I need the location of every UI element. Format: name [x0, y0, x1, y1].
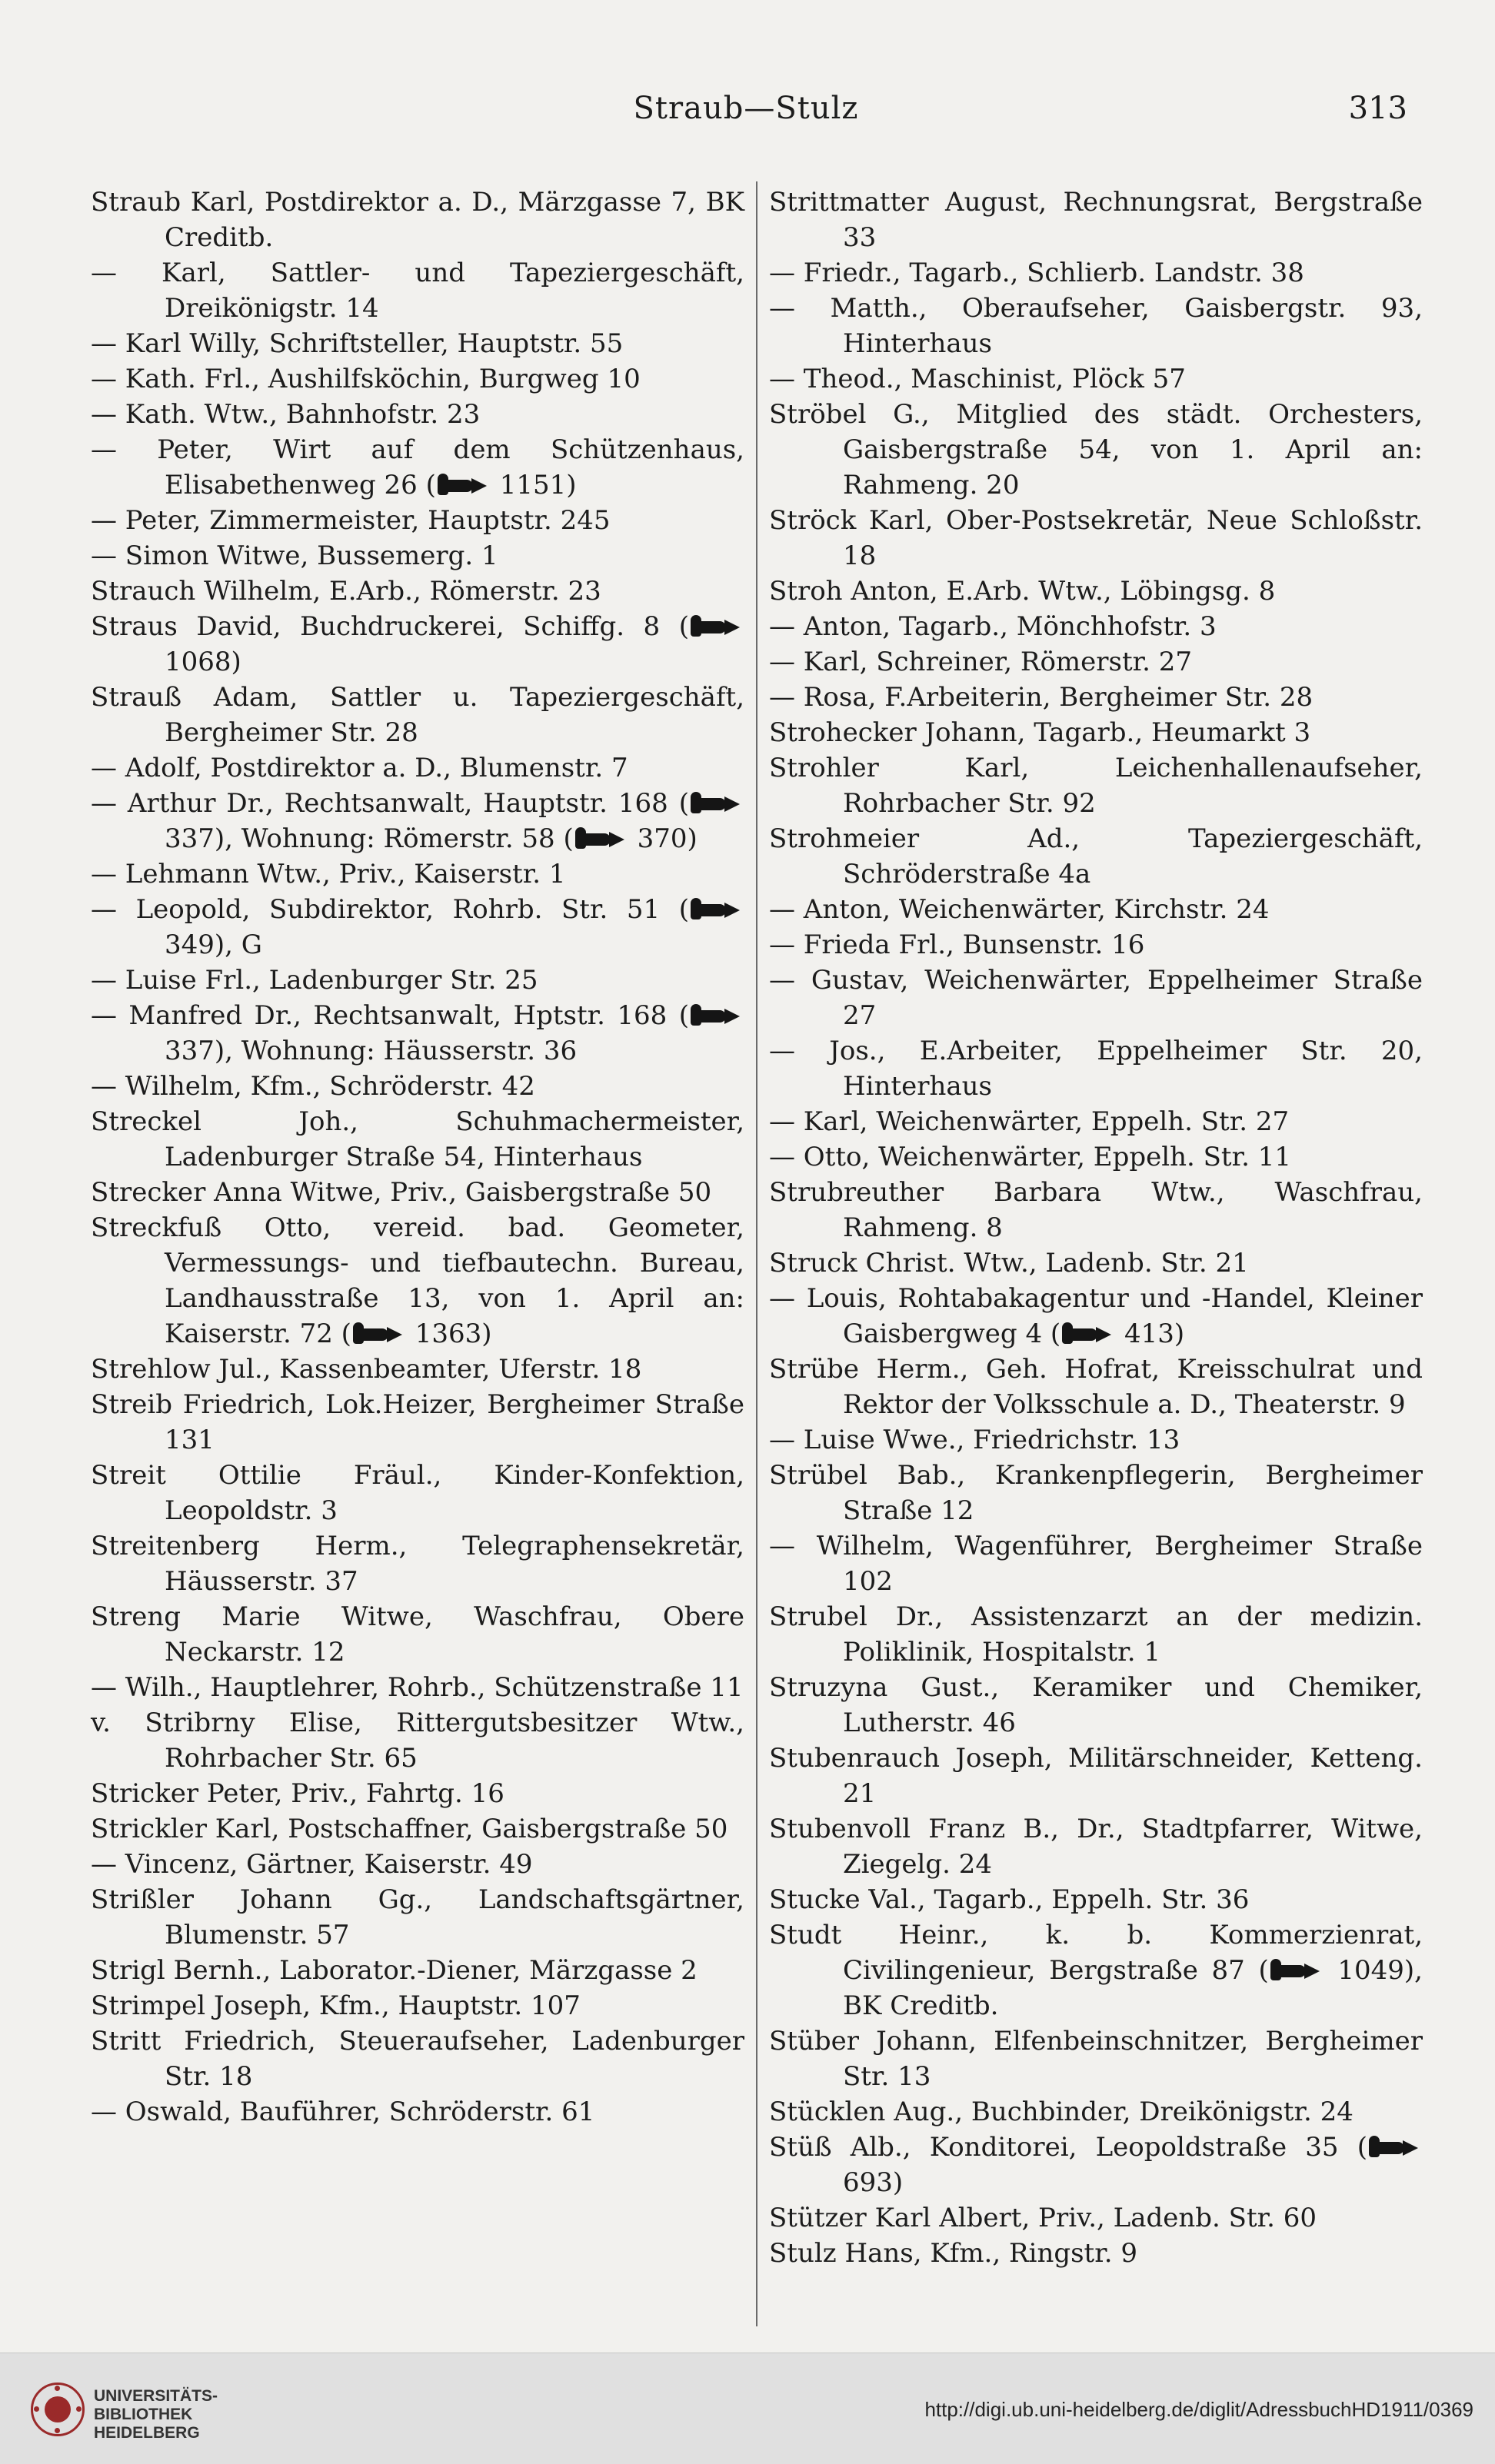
directory-entry	[769, 361, 1423, 397]
entry-text-part: — Kath. Frl., Aushilfsköchin, Burgweg 10	[91, 364, 641, 394]
directory-entry	[91, 1210, 744, 1352]
directory-entry	[769, 1104, 1423, 1139]
university-seal-icon[interactable]	[31, 2383, 85, 2436]
directory-entry	[91, 1458, 744, 1528]
entry-text-part: Strauch Wilhelm, E.Arb., Römerstr. 23	[91, 576, 601, 607]
library-name-line: HEIDELBERG	[94, 2424, 200, 2442]
entry-text-part: Stubenvoll Franz B., Dr., Stadtpfarrer, Witwe, Ziegelg. 24	[769, 1814, 1423, 1880]
directory-entry	[769, 715, 1423, 750]
directory-entry	[769, 2094, 1423, 2130]
entry-text-part: 1151)	[491, 470, 577, 500]
directory-entry	[769, 1917, 1423, 2023]
library-name-line: UNIVERSITÄTS-	[94, 2387, 218, 2405]
entry-text-part: — Jos., E.Arbeiter, Eppelheimer Str. 20, Hinterhaus	[769, 1036, 1423, 1102]
right-column	[769, 185, 1423, 2271]
directory-entry	[91, 1847, 744, 1882]
directory-entry	[91, 361, 744, 397]
viewer-footer	[0, 2353, 1495, 2464]
entry-text-part: — Peter, Zimmermeister, Hauptstr. 245	[91, 505, 611, 536]
telephone-icon	[691, 618, 741, 637]
entry-text-part: — Luise Wwe., Friedrichstr. 13	[769, 1425, 1180, 1455]
directory-entry	[91, 1705, 744, 1776]
entry-text-part: 1068)	[165, 647, 241, 677]
directory-entry	[769, 1458, 1423, 1528]
directory-entry	[769, 255, 1423, 291]
directory-entry	[769, 821, 1423, 892]
directory-entry	[91, 1387, 744, 1458]
entry-text-part: Strauß Adam, Sattler u. Tapeziergeschäft, Bergheimer Str. 28	[91, 682, 744, 748]
entry-text-part: — Arthur Dr., Rechtsanwalt, Hauptstr. 168 (	[91, 788, 689, 819]
directory-entry	[769, 750, 1423, 821]
telephone-icon	[1062, 1325, 1113, 1344]
entry-text-part: — Vincenz, Gärtner, Kaiserstr. 49	[91, 1849, 533, 1880]
entry-text-part: — Wilhelm, Kfm., Schröderstr. 42	[91, 1071, 535, 1102]
entry-text-part: — Karl Willy, Schriftsteller, Hauptstr. 55	[91, 328, 624, 359]
page-number: 313	[1348, 91, 1407, 126]
entry-text-part: Strigl Bernh., Laborator.-Diener, Märzgasse 2	[91, 1955, 698, 1986]
entry-text-part: — Karl, Weichenwärter, Eppelh. Str. 27	[769, 1106, 1290, 1137]
entry-text-part: — Friedr., Tagarb., Schlierb. Landstr. 38	[769, 258, 1304, 288]
directory-entry	[91, 1069, 744, 1104]
directory-entry	[769, 927, 1423, 963]
directory-entry	[769, 1670, 1423, 1741]
entry-text-part: Stroh Anton, E.Arb. Wtw., Löbingsg. 8	[769, 576, 1276, 607]
entry-text-part: Stubenrauch Joseph, Militärschneider, Ketteng. 21	[769, 1743, 1423, 1809]
entry-text-part: 1049), BK Creditb.	[843, 1955, 1423, 2021]
entry-text-part: 337), Wohnung: Römerstr. 58 (	[165, 823, 574, 854]
directory-entry	[91, 432, 744, 503]
entry-text-part: Stucke Val., Tagarb., Eppelh. Str. 36	[769, 1884, 1250, 1915]
directory-entry	[91, 255, 744, 326]
directory-entry	[769, 1528, 1423, 1599]
directory-entry	[769, 1741, 1423, 1811]
permalink-url[interactable]: http://digi.ub.uni-heidelberg.de/diglit/AdressbuchHD1911/0369	[924, 2398, 1473, 2421]
directory-entry	[91, 538, 744, 574]
entry-text-part: Streckel Joh., Schuhmachermeister, Ladenburger Straße 54, Hinterhaus	[91, 1106, 744, 1172]
entry-text-part: 1363)	[406, 1318, 492, 1349]
entry-text-part: — Louis, Rohtabakagentur und -Handel, Kleiner Gaisbergweg 4 (	[769, 1283, 1423, 1349]
entry-text-part: — Matth., Oberaufseher, Gaisbergstr. 93, Hinterhaus	[769, 293, 1423, 359]
telephone-icon	[353, 1325, 404, 1344]
directory-entry	[769, 1599, 1423, 1670]
entry-text-part: — Kath. Wtw., Bahnhofstr. 23	[91, 399, 481, 430]
directory-entry	[769, 2236, 1423, 2271]
entry-text-part: — Gustav, Weichenwärter, Eppelheimer Straße 27	[769, 965, 1423, 1031]
entry-text-part: Stücklen Aug., Buchbinder, Dreikönigstr. 24	[769, 2097, 1353, 2127]
directory-entry	[91, 397, 744, 432]
entry-text-part: Struzyna Gust., Keramiker und Chemiker, Lutherstr. 46	[769, 1672, 1423, 1738]
directory-entry	[769, 1245, 1423, 1281]
directory-entry	[769, 892, 1423, 927]
directory-entry	[769, 680, 1423, 715]
directory-entry	[91, 574, 744, 609]
telephone-icon	[1270, 1962, 1321, 1980]
telephone-icon	[691, 795, 741, 813]
directory-entry	[91, 185, 744, 255]
entry-text-part: Straub Karl, Postdirektor a. D., Märzgasse 7, BK Creditb.	[91, 187, 744, 253]
directory-entry	[769, 2200, 1423, 2236]
directory-entry	[91, 326, 744, 361]
directory-entry	[91, 1776, 744, 1811]
entry-text-part: Studt Heinr., k. b. Kommerzienrat, Civilingenieur, Bergstraße 87 (	[769, 1920, 1423, 1986]
entry-text-part: — Anton, Tagarb., Mönchhofstr. 3	[769, 611, 1217, 642]
directory-entry	[769, 1033, 1423, 1104]
entry-text-part: — Luise Frl., Ladenburger Str. 25	[91, 965, 538, 996]
entry-text-part: Strübe Herm., Geh. Hofrat, Kreisschulrat und Rektor der Volksschule a. D., Theaterstr. 9	[769, 1354, 1423, 1420]
directory-entry	[91, 1599, 744, 1670]
entry-text-part: Stulz Hans, Kfm., Ringstr. 9	[769, 2238, 1137, 2269]
directory-entry	[91, 1882, 744, 1953]
entry-text-part: 693)	[843, 2167, 904, 2198]
entry-text-part: Strimpel Joseph, Kfm., Hauptstr. 107	[91, 1990, 581, 2021]
directory-entry	[769, 644, 1423, 680]
directory-entry	[769, 1352, 1423, 1422]
directory-entry	[91, 1352, 744, 1387]
directory-entry	[91, 1953, 744, 1988]
directory-entry	[91, 503, 744, 538]
telephone-icon	[691, 1007, 741, 1026]
entry-text-part: — Adolf, Postdirektor a. D., Blumenstr. 7	[91, 753, 628, 783]
directory-entry	[91, 1988, 744, 2023]
entry-text-part: Strubreuther Barbara Wtw., Waschfrau, Rahmeng. 8	[769, 1177, 1423, 1243]
entry-text-part: 370)	[628, 823, 698, 854]
entry-text-part: — Otto, Weichenwärter, Eppelh. Str. 11	[769, 1142, 1291, 1172]
directory-entry	[91, 856, 744, 892]
telephone-icon	[691, 901, 741, 919]
entry-text-part: — Theod., Maschinist, Plöck 57	[769, 364, 1186, 394]
entry-text-part: — Wilh., Hauptlehrer, Rohrb., Schützenstraße 11	[91, 1672, 744, 1703]
directory-entry	[91, 786, 744, 856]
entry-text-part: Streib Friedrich, Lok.Heizer, Bergheimer Straße 131	[91, 1389, 744, 1455]
entry-text-part: Stricker Peter, Priv., Fahrtg. 16	[91, 1778, 504, 1809]
entry-text-part: — Wilhelm, Wagenführer, Bergheimer Straße 102	[769, 1531, 1423, 1597]
entry-text-part: Stützer Karl Albert, Priv., Ladenb. Str. 60	[769, 2203, 1317, 2233]
directory-entry	[769, 609, 1423, 644]
entry-text-part: v. Stribrny Elise, Rittergutsbesitzer Wtw., Rohrbacher Str. 65	[91, 1708, 744, 1774]
entry-text-part: Streit Ottilie Fräul., Kinder-Konfektion, Leopoldstr. 3	[91, 1460, 744, 1526]
directory-entry	[91, 1670, 744, 1705]
entry-text-part: 349), G	[165, 929, 262, 960]
directory-entry	[91, 2094, 744, 2130]
directory-entry	[91, 963, 744, 998]
entry-text-part: — Manfred Dr., Rechtsanwalt, Hptstr. 168 (	[91, 1000, 689, 1031]
directory-entry	[769, 397, 1423, 503]
entry-text-part: Ströbel G., Mitglied des städt. Orchesters, Gaisbergstraße 54, von 1. April an: Rahmeng. 20	[769, 399, 1423, 500]
entry-text-part: Streng Marie Witwe, Waschfrau, Obere Neckarstr. 12	[91, 1601, 744, 1668]
directory-entry	[91, 1528, 744, 1599]
directory-entry	[91, 680, 744, 750]
entry-text-part: Strohmeier Ad., Tapeziergeschäft, Schröderstraße 4a	[769, 823, 1423, 890]
entry-text-part: Streitenberg Herm., Telegraphensekretär, Häusserstr. 37	[91, 1531, 744, 1597]
directory-entry	[769, 2130, 1423, 2200]
entry-text-part: — Leopold, Subdirektor, Rohrb. Str. 51 (	[91, 894, 689, 925]
entry-text-part: 337), Wohnung: Häusserstr. 36	[165, 1036, 578, 1066]
entry-text-part: Strübel Bab., Krankenpflegerin, Bergheimer Straße 12	[769, 1460, 1423, 1526]
entry-text-part: 413)	[1116, 1318, 1185, 1349]
entry-text-part: Strittmatter August, Rechnungsrat, Bergstraße 33	[769, 187, 1423, 253]
entry-text-part: Straus David, Buchdruckerei, Schiffg. 8 (	[91, 611, 689, 642]
entry-text-part: — Peter, Wirt auf dem Schützenhaus, Elisabethenweg 26 (	[91, 434, 744, 500]
entry-text-part: Ströck Karl, Ober-Postsekretär, Neue Schloßstr. 18	[769, 505, 1423, 571]
telephone-icon	[575, 830, 626, 849]
directory-entry	[769, 1422, 1423, 1458]
entry-text-part: — Anton, Weichenwärter, Kirchstr. 24	[769, 894, 1270, 925]
directory-entry	[91, 998, 744, 1069]
entry-text-part: Strehlow Jul., Kassenbeamter, Uferstr. 18	[91, 1354, 642, 1385]
entry-text-part: — Simon Witwe, Bussemerg. 1	[91, 540, 498, 571]
entry-text-part: — Oswald, Bauführer, Schröderstr. 61	[91, 2097, 595, 2127]
library-name[interactable]	[94, 2387, 218, 2442]
column-divider	[756, 181, 757, 2326]
directory-entry	[91, 1104, 744, 1175]
directory-entry	[769, 1175, 1423, 1245]
telephone-icon	[1369, 2139, 1420, 2157]
entry-text-part: Strohler Karl, Leichenhallenaufseher, Rohrbacher Str. 92	[769, 753, 1423, 819]
directory-entry	[769, 963, 1423, 1033]
directory-entry	[769, 2023, 1423, 2094]
entry-text-part: Stritt Friedrich, Steueraufseher, Ladenburger Str. 18	[91, 2026, 744, 2092]
telephone-icon	[438, 477, 488, 495]
directory-entry	[769, 1139, 1423, 1175]
entry-text-part: — Lehmann Wtw., Priv., Kaiserstr. 1	[91, 859, 566, 890]
entry-text-part: — Karl, Schreiner, Römerstr. 27	[769, 647, 1193, 677]
entry-text-part: Streckfuß Otto, vereid. bad. Geometer, Vermessungs- und tiefbautechn. Bureau, Landhausstraße 13, von 1. April an: Kaiserstr. 72 (	[91, 1212, 744, 1349]
entry-text-part: Strißler Johann Gg., Landschaftsgärtner, Blumenstr. 57	[91, 1884, 744, 1950]
directory-entry	[769, 291, 1423, 361]
entry-text-part: Strickler Karl, Postschaffner, Gaisbergstraße 50	[91, 1814, 728, 1844]
entry-text-part: Struck Christ. Wtw., Ladenb. Str. 21	[769, 1248, 1249, 1279]
entry-text-part: — Frieda Frl., Bunsenstr. 16	[769, 929, 1145, 960]
directory-entry	[91, 750, 744, 786]
entry-text-part: Strubel Dr., Assistenzarzt an der medizin. Poliklinik, Hospitalstr. 1	[769, 1601, 1423, 1668]
left-column	[91, 185, 744, 2130]
directory-entry	[91, 609, 744, 680]
directory-entry	[91, 1175, 744, 1210]
entry-text-part: — Karl, Sattler- und Tapeziergeschäft, Dreikönigstr. 14	[91, 258, 744, 324]
entry-text-part: Stüß Alb., Konditorei, Leopoldstraße 35 (	[769, 2132, 1367, 2163]
directory-entry	[769, 1281, 1423, 1352]
entry-text-part: Stüber Johann, Elfenbeinschnitzer, Bergheimer Str. 13	[769, 2026, 1423, 2092]
entry-text-part: — Rosa, F.Arbeiterin, Bergheimer Str. 28	[769, 682, 1314, 713]
entry-text-part: Strecker Anna Witwe, Priv., Gaisbergstraße 50	[91, 1177, 712, 1208]
directory-entry	[769, 503, 1423, 574]
page-header	[85, 91, 1407, 137]
directory-entry	[769, 574, 1423, 609]
directory-entry	[769, 1811, 1423, 1882]
directory-entry	[769, 1882, 1423, 1917]
library-name-line: BIBLIOTHEK	[94, 2406, 193, 2423]
entry-text-part: Strohecker Johann, Tagarb., Heumarkt 3	[769, 717, 1311, 748]
directory-entry	[769, 185, 1423, 255]
directory-entry	[91, 892, 744, 963]
directory-entry	[91, 2023, 744, 2094]
running-title: Straub—Stulz	[633, 91, 859, 126]
directory-entry	[91, 1811, 744, 1847]
